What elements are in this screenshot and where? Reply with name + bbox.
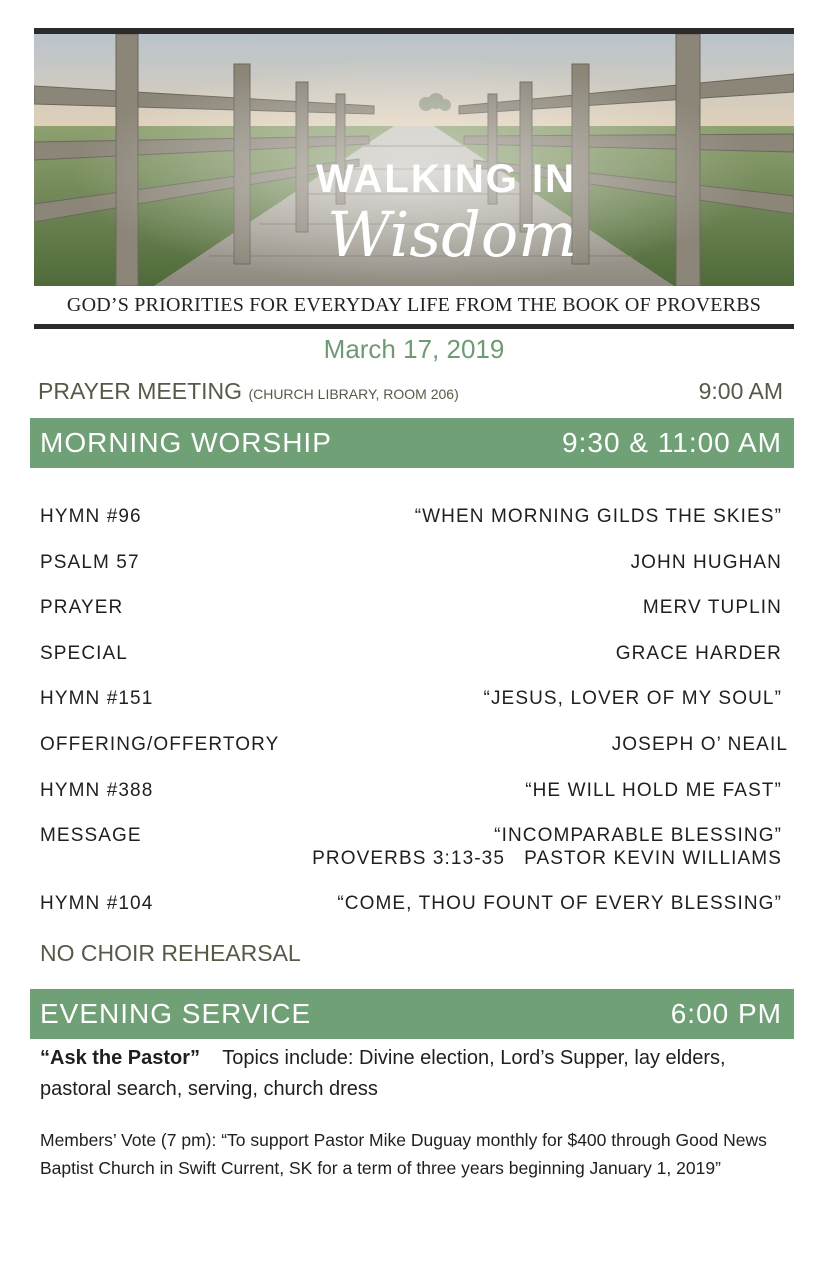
order-item: SPECIAL: [40, 643, 128, 664]
prayer-meeting-title: [38, 378, 459, 405]
order-item: PSALM 57: [40, 552, 140, 573]
evening-service-time: 6:00 PM: [670, 998, 782, 1029]
prayer-meeting-time: 9:00 AM: [698, 378, 783, 404]
order-row-hymn-96: [40, 506, 788, 532]
order-detail: “COME, THOU FOUNT OF EVERY BLESSING”: [337, 893, 782, 914]
order-item: MESSAGE: [40, 825, 142, 846]
morning-worship-time: 9:30 & 11:00 AM: [562, 427, 782, 458]
order-item: HYMN #104: [40, 893, 154, 914]
ask-the-pastor-title: “Ask the Pastor”: [40, 1047, 201, 1069]
morning-worship-title: MORNING WORSHIP: [40, 427, 332, 458]
order-item: HYMN #96: [40, 506, 142, 527]
service-date: March 17, 2019: [323, 334, 505, 364]
order-detail: GRACE HARDER: [615, 643, 782, 664]
series-title-line1: WALKING IN: [316, 157, 576, 201]
order-detail: JOSEPH O’ NEAIL: [611, 734, 788, 755]
order-detail-secondary: PROVERBS 3:13-35 PASTOR KEVIN WILLIAMS: [312, 848, 782, 869]
order-detail: MERV TUPLIN: [642, 597, 782, 618]
choir-rehearsal-note: NO CHOIR REHEARSAL: [40, 940, 301, 966]
order-row-message: [40, 825, 788, 875]
order-item: HYMN #388: [40, 780, 154, 801]
order-row-hymn-151: [40, 688, 788, 714]
order-row-prayer: [40, 597, 788, 623]
order-detail: “JESUS, LOVER OF MY SOUL”: [483, 688, 782, 709]
order-row-offering: [40, 734, 788, 760]
order-detail: “INCOMPARABLE BLESSING”: [494, 825, 782, 846]
series-banner-image: [34, 34, 794, 286]
ask-the-pastor-topics: Topics include: Divine election, Lord’s Supper, lay elders, pastoral search, serving, church dress: [40, 1047, 726, 1100]
order-detail: JOHN HUGHAN: [630, 552, 782, 573]
series-title-line2: Wisdom: [326, 198, 578, 271]
prayer-meeting-label: PRAYER MEETING: [38, 378, 243, 404]
evening-service-title: EVENING SERVICE: [40, 998, 312, 1029]
order-item: PRAYER: [40, 597, 124, 618]
order-detail: “HE WILL HOLD ME FAST”: [525, 780, 782, 801]
order-row-hymn-104: [40, 893, 788, 919]
order-detail: “WHEN MORNING GILDS THE SKIES”: [414, 506, 782, 527]
morning-worship-header: [30, 418, 794, 468]
evening-service-header: [30, 989, 794, 1039]
order-row-hymn-388: [40, 780, 788, 806]
prayer-meeting-location: (CHURCH LIBRARY, ROOM 206): [248, 386, 459, 402]
prayer-meeting-line: [38, 378, 783, 410]
ask-the-pastor-paragraph: [40, 1043, 785, 1105]
subtitle-bottom-rule: [34, 324, 794, 329]
order-row-special: [40, 643, 788, 669]
bridge-photo-graphic: [34, 34, 794, 286]
order-item: OFFERING/OFFERTORY: [40, 734, 280, 755]
members-vote-paragraph: Members’ Vote (7 pm): “To support Pastor Mike Duguay monthly for $400 through Good News Baptist Church in Swift Current, SK for a term of three years beginning January 1, 2019”: [40, 1130, 767, 1178]
series-subtitle: GOD’S PRIORITIES FOR EVERYDAY LIFE FROM THE BOOK OF PROVERBS: [66, 294, 762, 316]
order-row-psalm-57: [40, 552, 788, 578]
order-item: HYMN #151: [40, 688, 154, 709]
